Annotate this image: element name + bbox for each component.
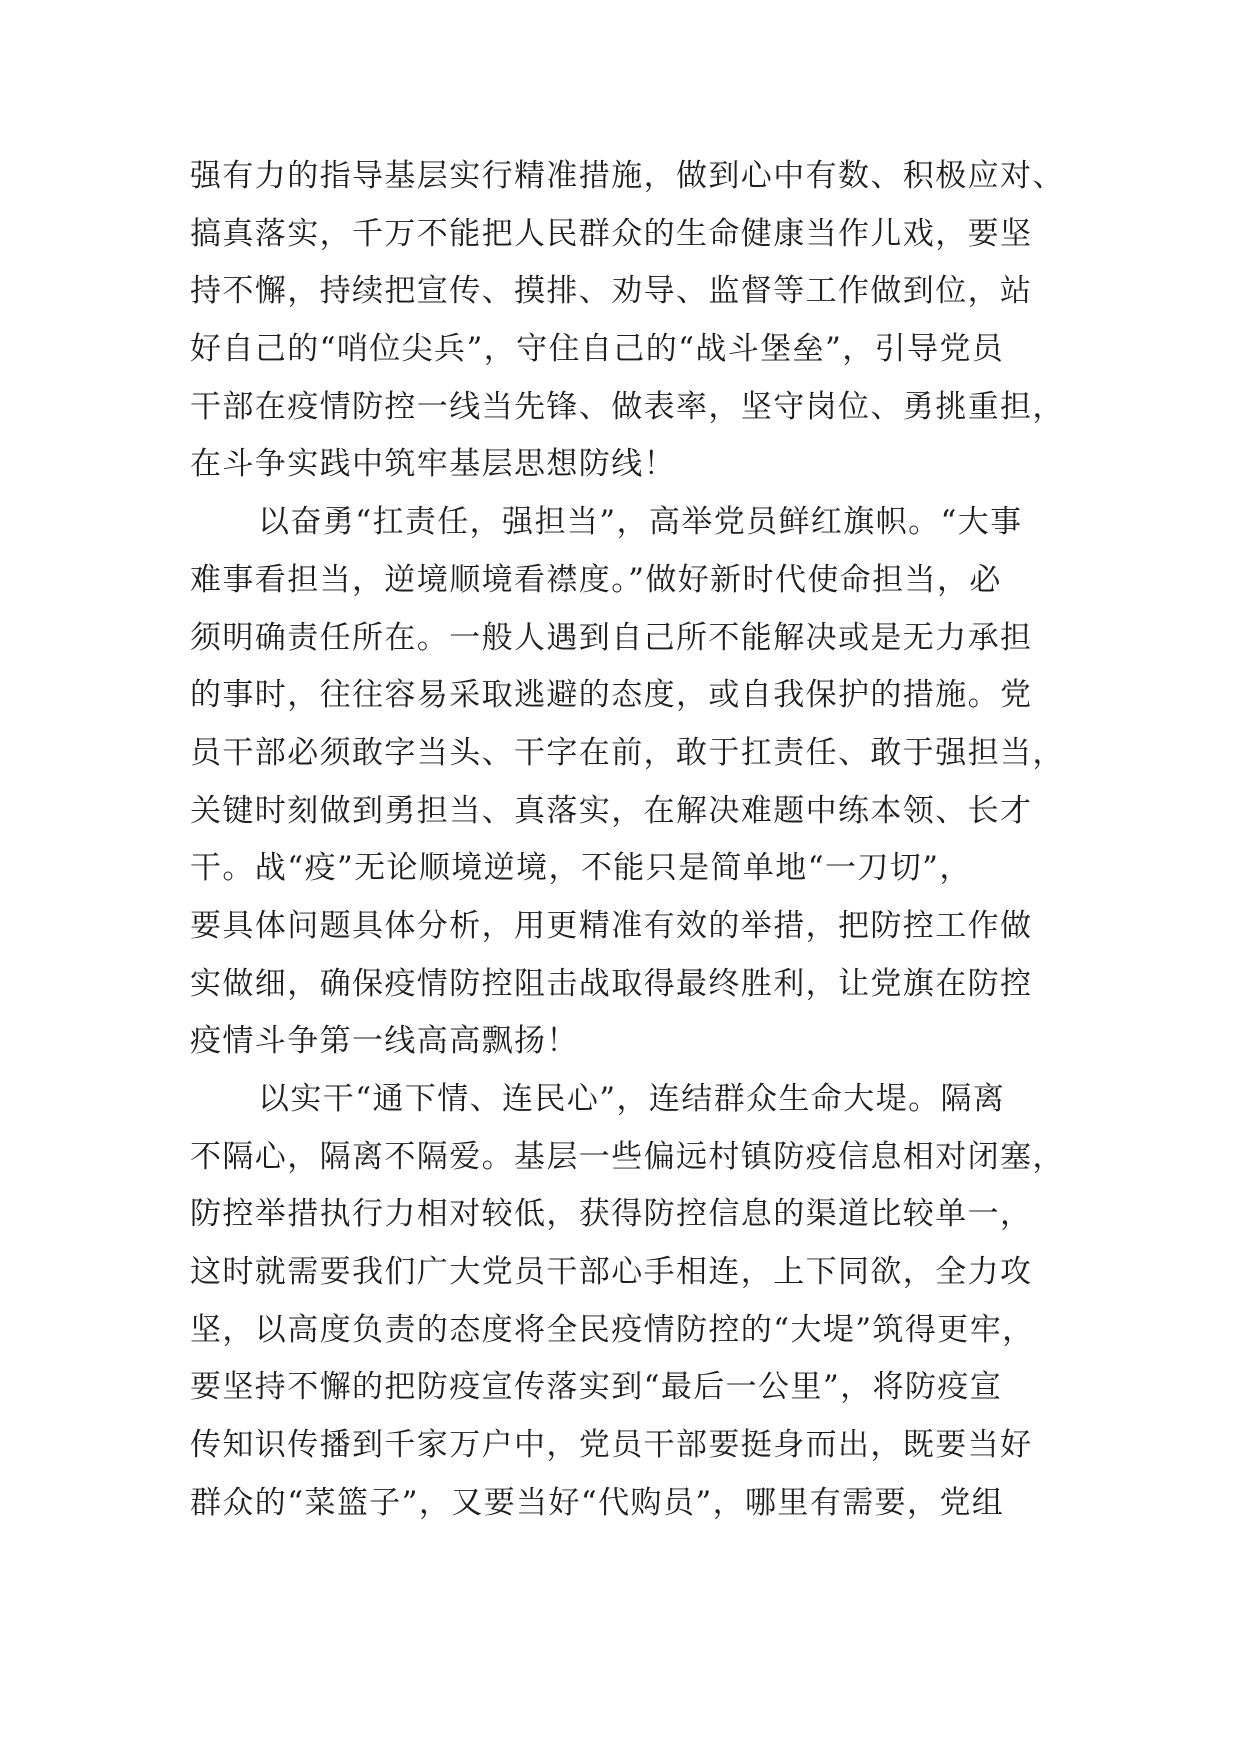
text-line: 坚，以高度负责的态度将全民疫情防控的“大堤”筑得更牢， [190, 1311, 1035, 1348]
text-line: 难事看担当，逆境顺境看襟度。”做好新时代使命担当，必 [190, 561, 1002, 598]
text-line: 关键时刻做到勇担当、真落实，在解决难题中练本领、长才 [190, 792, 1033, 829]
text-line: 要坚持不懈的把防疫宣传落实到“最后一公里”，将防疫宣 [190, 1369, 1003, 1406]
text-line: 不隔心，隔离不隔爱。基层一些偏远村镇防疫信息相对闭塞， [190, 1138, 1065, 1175]
text-line: 员干部必须敢字当头、干字在前，敢于扛责任、敢于强担当， [190, 734, 1065, 771]
text-line: 在斗争实践中筑牢基层思想防线！ [190, 446, 676, 483]
document-body [190, 148, 1070, 1533]
text-line: 好自己的“哨位尖兵”，守住自己的“战斗堡垒”，引导党员 [190, 331, 1005, 368]
text-line: 传知识传播到千家万户中，党员干部要挺身而出，既要当好 [190, 1427, 1033, 1464]
text-line: 以实干“通下情、连民心”，连结群众生命大堤。隔离 [258, 1081, 1006, 1117]
text-line: 持不懈，持续把宣传、摸排、劝导、监督等工作做到位，站 [190, 273, 1033, 310]
paragraph [190, 494, 1070, 1071]
text-line: 须明确责任所在。一般人遇到自己所不能解决或是无力承担 [190, 619, 1033, 656]
text-line: 以奋勇“扛责任，强担当”，高举党员鲜红旗帜。“大事 [258, 504, 1023, 541]
text-line: 的事时，往往容易采取逃避的态度，或自我保护的措施。党 [190, 677, 1033, 714]
text-line: 这时就需要我们广大党员干部心手相连，上下同欲，全力攻 [190, 1254, 1033, 1291]
text-line: 搞真落实，千万不能把人民群众的生命健康当作儿戏，要坚 [190, 215, 1033, 252]
text-line: 防控举措执行力相对较低，获得防控信息的渠道比较单一， [190, 1196, 1033, 1233]
text-line: 干部在疫情防控一线当先锋、做表率，坚守岗位、勇挑重担， [190, 388, 1065, 425]
text-line: 疫情斗争第一线高高飘扬！ [190, 1023, 579, 1060]
text-line: 实做细，确保疫情防控阻击战取得最终胜利，让党旗在防控 [190, 965, 1033, 1002]
text-line: 强有力的指导基层实行精准措施，做到心中有数、积极应对、 [190, 158, 1065, 194]
text-line: 群众的“菜篮子”，又要当好“代购员”，哪里有需要，党组 [190, 1484, 1005, 1521]
text-line: 要具体问题具体分析，用更精准有效的举措，把防控工作做 [190, 907, 1033, 944]
paragraph [190, 148, 1070, 494]
paragraph [190, 1071, 1070, 1533]
text-line: 干。战“疫”无论顺境逆境，不能只是简单地“一刀切”， [190, 850, 972, 887]
